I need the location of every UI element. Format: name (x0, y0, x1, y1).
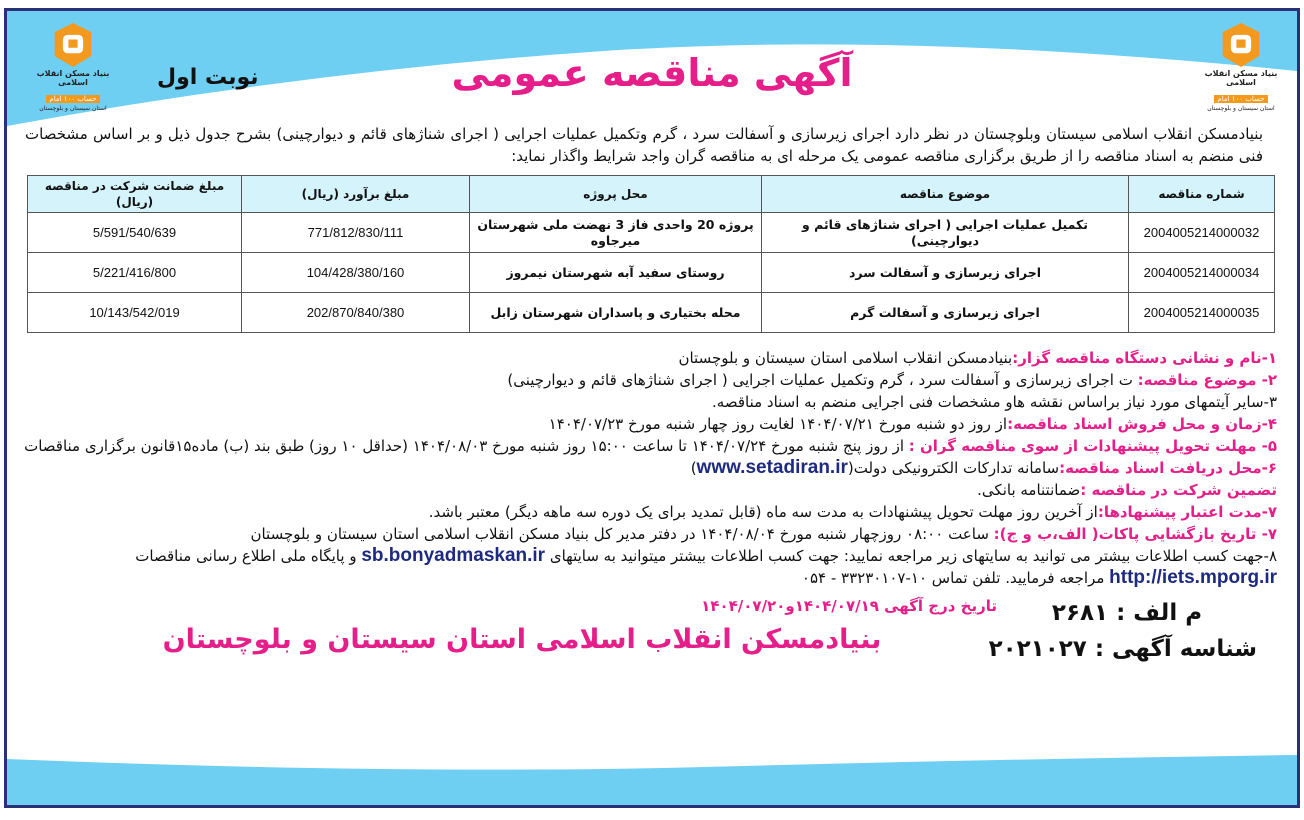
intro-paragraph: بنیادمسکن انقلاب اسلامی سیستان وبلوچستان در نظر دارد اجرای زیرسازی و آسفالت سرد ، گرم وتکمیل عملیات اجرایی ( اجرای شناژهای قائم و دیوارچینی) بشرح جدول ذیل و بر اساس مشخصات فنی منضم به اسناد مناقصه را از طریق برگزاری مناقصه عمومی یک مرحله ای به مناقصه گران واجد شرایط واگذار نماید: (25, 125, 1263, 165)
item-text: از آخرین روز مهلت تحویل پیشنهادات به مدت سه ماه (قابل تمدید برای یک دوره سه ماهه دیگر) معتبر باشد. (428, 503, 1098, 521)
logo-icon (1219, 21, 1263, 69)
item-text: ۸-جهت کسب اطلاعات بیشتر می توانید به سایتهای زیر مراجعه نمایید: جهت کسب اطلاعات بیشتر میتوانید به سایتهای (545, 547, 1277, 565)
list-item (21, 545, 1277, 589)
item-text: ساعت ۰۸:۰۰ روزچهار شنبه مورخ ۱۴۰۴/۰۸/۰۴ در دفتر مدیر کل بنیاد مسکن انقلاب اسلامی استان سیستان و بلوچستان (250, 525, 994, 543)
item-text: ) (690, 459, 697, 477)
footer-main (47, 595, 997, 659)
logo-name: بنیاد مسکن انقلاب اسلامی (1204, 69, 1278, 88)
table-cell: محله بختیاری و پاسداران شهرستان زابل (470, 293, 762, 333)
tender-notice (4, 8, 1300, 808)
logo-left (31, 21, 115, 113)
item-label: ۲- موضوع مناقصه: (1137, 371, 1277, 389)
footer (47, 595, 1277, 667)
item-label: ۶-محل دریافت اسناد مناقصه: (1059, 459, 1277, 477)
logo-account: حساب ۱۰۰ امام (1214, 95, 1267, 103)
col-header: محل پروژه (470, 176, 762, 213)
col-header: شماره مناقصه (1129, 176, 1275, 213)
list-item (21, 413, 1277, 435)
logo-province: استان سیستان و بلوچستان (39, 104, 107, 112)
item-label: ۷- تاریخ بازگشایی پاکات( الف،ب و ج): (993, 525, 1277, 543)
item-text: سامانه تدارکات الکترونیکی دولت( (847, 459, 1060, 477)
table-cell: 104/428/380/160 (242, 253, 470, 293)
round-label: نوبت اول (157, 65, 259, 90)
list-item (21, 501, 1277, 523)
publication-date: تاریخ درج آگهی ۱۴۰۴/۰۷/۱۹و۱۴۰۴/۰۷/۲۰ (701, 597, 997, 615)
website-link[interactable]: sb.bonyadmaskan.ir (361, 545, 546, 566)
item-text: از روز پنج شنبه مورخ ۱۴۰۴/۰۷/۲۴ تا ساعت ۱۵:۰۰ روز شنبه مورخ ۱۴۰۴/۰۸/۰۳ (حداقل ۱۰ روز) طبق بند (ب) ماده۱۵قانون برگزاری مناقصات (24, 437, 909, 455)
list-item (21, 391, 1277, 413)
item-text: ضمانتنامه بانکی. (977, 481, 1081, 499)
item-label: ۴-زمان و محل فروش اسناد مناقصه: (1007, 415, 1277, 433)
list-item (21, 435, 1277, 457)
header (7, 11, 1297, 123)
col-header: موضوع مناقصه (762, 176, 1129, 213)
tender-table (27, 175, 1275, 333)
item-text: بنیادمسکن انقلاب اسلامی استان سیستان و بلوچستان (678, 349, 1013, 367)
website-link[interactable]: www.setadiran.ir (696, 457, 848, 478)
logo-account: حساب ۱۰۰ امام (46, 95, 99, 103)
ad-code: م الف : ۲۶۸۱ (1051, 600, 1203, 626)
table-cell: 2004005214000032 (1129, 213, 1275, 253)
table-cell: تکمیل عملیات اجرایی ( اجرای شناژهای قائم و دیوارچینی) (762, 213, 1129, 253)
item-text: ۳-سایر آیتمهای مورد نیاز براساس نقشه هاو مشخصات فنی اجرایی منضم به اسناد مناقصه. (712, 393, 1277, 411)
bottom-decorative-band (7, 755, 1297, 805)
col-header: مبلغ برآورد (ریال) (242, 176, 470, 213)
table-cell: 2004005214000034 (1129, 253, 1275, 293)
website-link[interactable]: http://iets.mporg.ir (1109, 567, 1277, 588)
conditions-list (21, 347, 1277, 589)
item-text: از روز دو شنبه مورخ ۱۴۰۴/۰۷/۲۱ لغایت روز چهار شنبه مورخ ۱۴۰۴/۰۷/۲۳ (548, 415, 1008, 433)
table-cell: 2004005214000035 (1129, 293, 1275, 333)
item-text: مراجعه فرمایید. تلفن تماس ۱۰-۳۳۲۳۰۱۰۷ - ۰۵۴ (801, 569, 1110, 587)
page-title: آگهی مناقصه عمومی (451, 51, 853, 95)
list-item (21, 457, 1277, 479)
table-row (28, 293, 1275, 333)
table-cell: 202/870/840/380 (242, 293, 470, 333)
table-cell: 5/591/540/639 (28, 213, 242, 253)
item-text: ت اجرای زیرسازی و آسفالت سرد ، گرم وتکمیل عملیات اجرایی ( اجرای شناژهای قائم و دیوارچینی) (507, 371, 1138, 389)
list-item (21, 523, 1277, 545)
table-cell: 5/221/416/800 (28, 253, 242, 293)
table-row (28, 253, 1275, 293)
logo-name: بنیاد مسکن انقلاب اسلامی (36, 69, 110, 88)
list-item (21, 347, 1277, 369)
item-label: ۱-نام و نشانی دستگاه مناقصه گزار: (1012, 349, 1277, 367)
list-item (21, 369, 1277, 391)
item-label: ۷-مدت اعتبار پیشنهادها: (1097, 503, 1277, 521)
item-label: تضمین شرکت در مناقصه : (1080, 481, 1277, 499)
item-label: ۵- مهلت تحویل پیشنهادات از سوی مناقصه گران : (908, 437, 1277, 455)
table-row (28, 213, 1275, 253)
table-cell: پروژه 20 واحدی فاز 3 نهضت ملی شهرستان میرجاوه (470, 213, 762, 253)
col-header: مبلغ ضمانت شرکت در مناقصه (ریال) (28, 176, 242, 213)
table-cell: 10/143/542/019 (28, 293, 242, 333)
footer-codes (988, 595, 1257, 667)
ad-id: شناسه آگهی : ۲۰۲۱۰۲۷ (988, 636, 1257, 662)
table-header-row (28, 176, 1275, 213)
table-cell: اجرای زیرسازی و آسفالت گرم (762, 293, 1129, 333)
logo-right (1199, 21, 1283, 113)
logo-icon (51, 21, 95, 69)
logo-province: استان سیستان و بلوچستان (1207, 104, 1275, 112)
item-text: و پایگاه ملی اطلاع رسانی مناقصات (135, 547, 362, 565)
organization-name: بنیادمسکن انقلاب اسلامی استان سیستان و بلوچستان (162, 624, 882, 655)
list-item (21, 479, 1277, 501)
table-cell: 771/812/830/111 (242, 213, 470, 253)
table-cell: روستای سفید آبه شهرستان نیمروز (470, 253, 762, 293)
table-cell: اجرای زیرسازی و آسفالت سرد (762, 253, 1129, 293)
